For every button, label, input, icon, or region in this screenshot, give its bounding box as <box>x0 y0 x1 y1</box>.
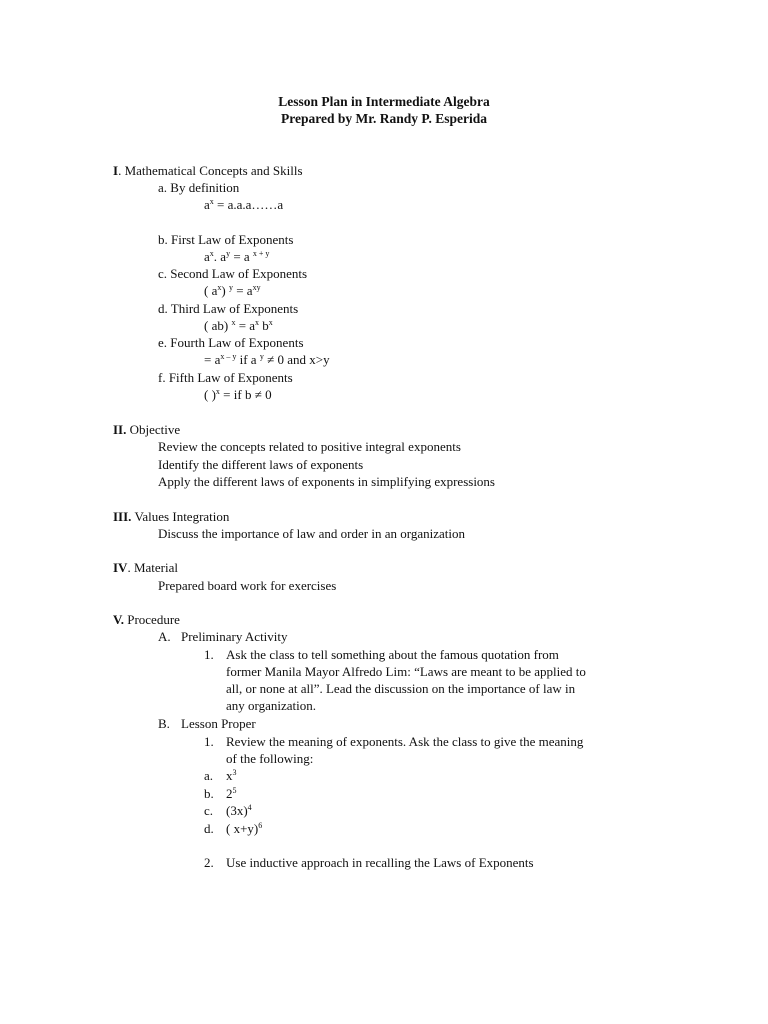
first-law-formula: $a^x$. $a^y = a$ $^{x + y}$ <box>204 249 270 264</box>
third-law-label: d. Third Law of Exponents <box>158 301 299 316</box>
subsection-b-title: Lesson Proper <box>181 716 256 731</box>
subsection-b-letter: B. <box>158 716 170 731</box>
objective-item: Apply the different laws of exponents in simplifying expressions <box>158 474 495 489</box>
item-number: 1. <box>204 647 214 662</box>
document-author: Prepared by Mr. Randy P. Esperida <box>281 111 487 126</box>
paragraph-line: of the following: <box>226 751 314 766</box>
third-law-formula: ( ab) $^x = a^x$ $b^x$ <box>204 318 273 333</box>
list-item: $2^5$ <box>226 786 237 801</box>
section-5-heading: V. Procedure <box>113 612 180 627</box>
section-1-numeral: I <box>113 163 119 178</box>
document-title: Lesson Plan in Intermediate Algebra <box>278 94 490 109</box>
list-item: ( x+y)$^6$ <box>226 821 263 836</box>
definition-label: a. By definition <box>158 180 240 195</box>
subsection-a-title: Preliminary Activity <box>181 629 288 644</box>
paragraph-line: Ask the class to tell something about the famous quotation from <box>226 647 559 662</box>
item-number: 1. <box>204 734 214 749</box>
list-item: $x^3$ <box>226 768 237 783</box>
first-law-label: b. First Law of Exponents <box>158 232 294 247</box>
fifth-law-formula: ( )$^x$ = if b ≠ 0 <box>204 387 272 402</box>
list-item: $(3x)^4$ <box>226 803 252 818</box>
values-item: Discuss the importance of law and order in an organization <box>158 526 465 541</box>
section-3-heading: III. Values Integration <box>113 509 230 524</box>
paragraph-line: Review the meaning of exponents. Ask the class to give the meaning <box>226 734 584 749</box>
section-2-heading: II. Objective <box>113 422 181 437</box>
item-number: 2. <box>204 855 214 870</box>
fourth-law-formula: = $a^{x - y}$ if a $^y$ ≠ 0 and x>y <box>204 352 330 367</box>
subsection-a-letter: A. <box>158 629 171 644</box>
section-1-heading <box>113 162 303 179</box>
objective-item: Identify the different laws of exponents <box>158 457 364 472</box>
material-item: Prepared board work for exercises <box>158 578 337 593</box>
section-1-title: . Mathematical Concepts and Skills <box>118 163 303 178</box>
fourth-law-label: e. Fourth Law of Exponents <box>158 335 304 350</box>
paragraph-line: former Manila Mayor Alfredo Lim: “Laws are meant to be applied to <box>226 664 586 679</box>
definition-formula: $a^x$ = a.a.a……a <box>204 197 284 212</box>
section-4-heading: IV. Material <box>113 560 178 575</box>
list-letter: a. <box>204 768 214 783</box>
paragraph-line: any organization. <box>226 698 317 713</box>
list-letter: c. <box>204 803 214 818</box>
paragraph-line: all, or none at all”. Lead the discussion on the importance of law in <box>226 681 576 696</box>
second-law-formula: ( $a^x$) $^y = a^{xy}$ <box>204 283 261 298</box>
fifth-law-label: f. Fifth Law of Exponents <box>158 370 293 385</box>
second-law-label: c. Second Law of Exponents <box>158 266 308 281</box>
list-letter: b. <box>204 786 214 801</box>
paragraph-line: Use inductive approach in recalling the Laws of Exponents <box>226 855 534 870</box>
list-letter: d. <box>204 821 214 836</box>
objective-item: Review the concepts related to positive integral exponents <box>158 439 461 454</box>
